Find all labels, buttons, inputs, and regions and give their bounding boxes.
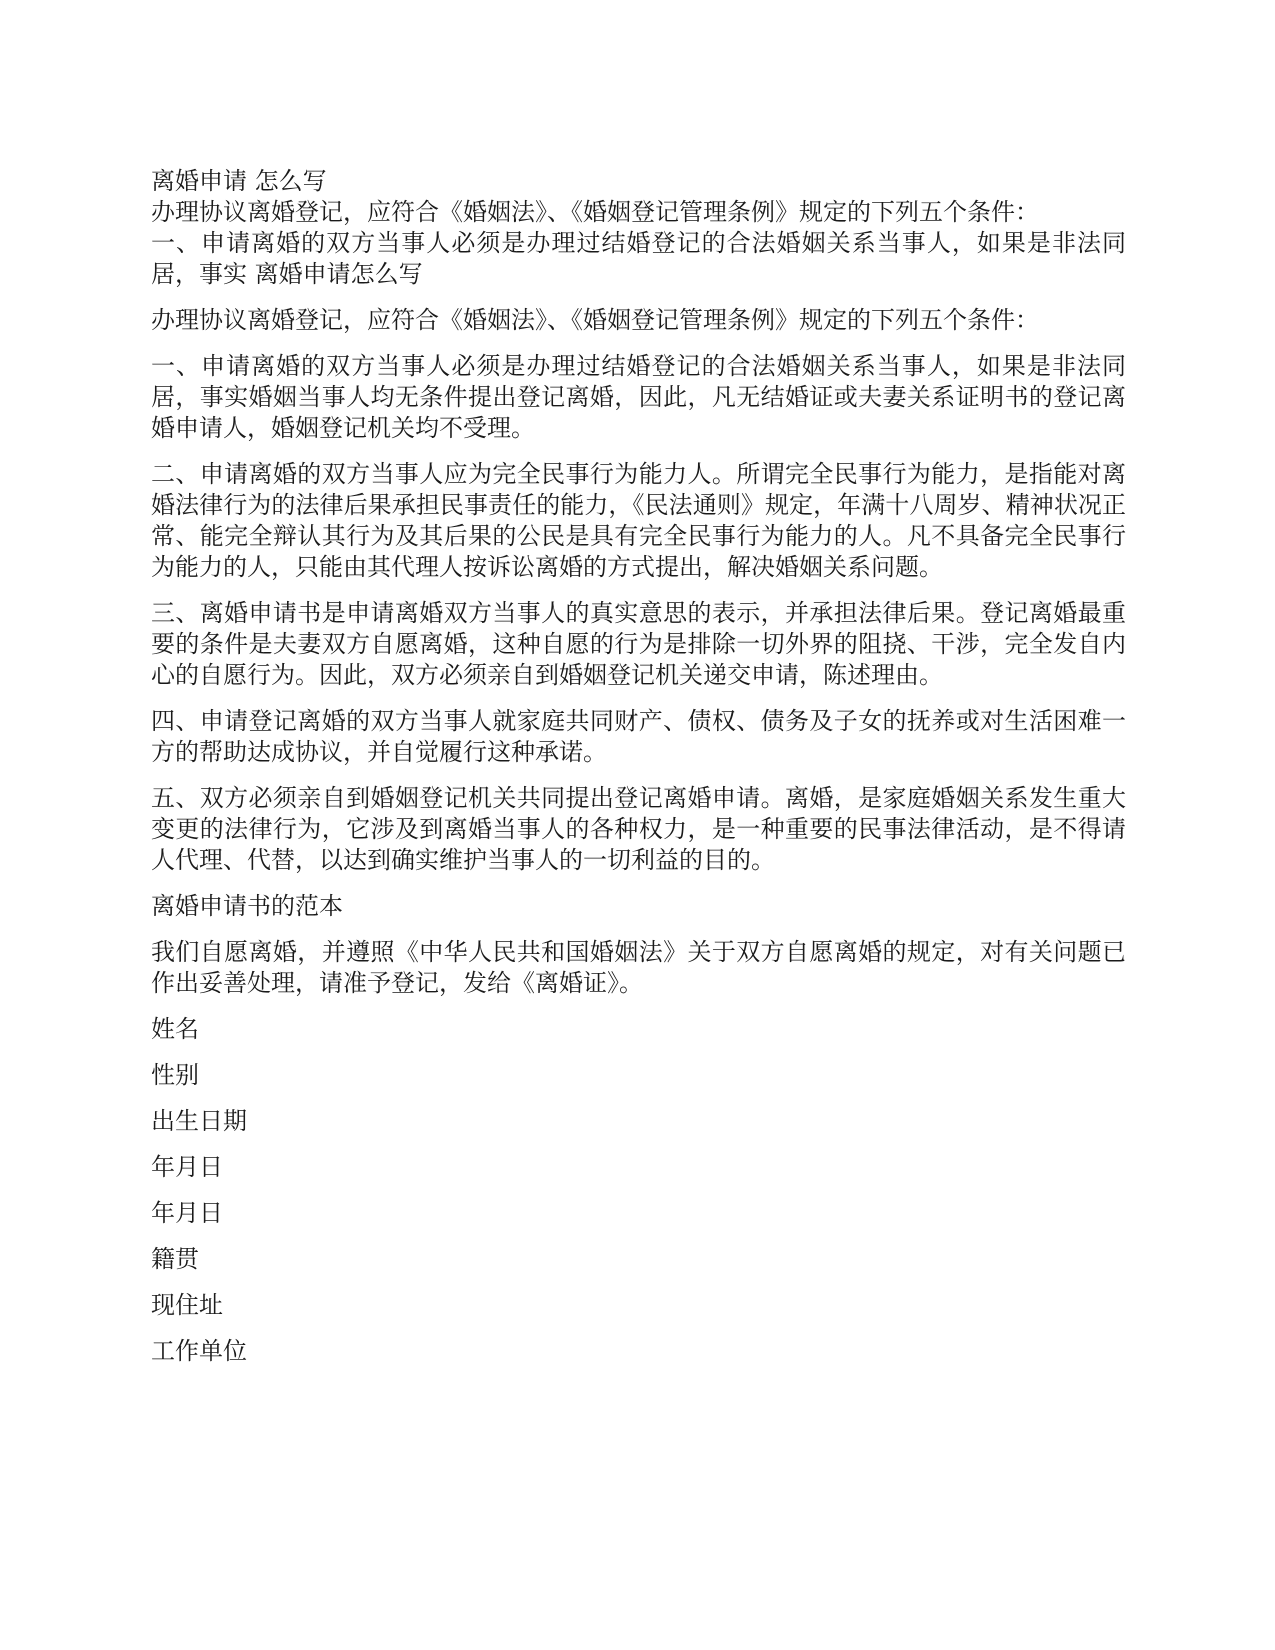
document-page [151,166,1126,1382]
condition-paragraph: 四、申请登记离婚的双方当事人就家庭共同财产、债权、债务及子女的抚养或对生活困难一方的帮助达成协议，并自觉履行这种承诺。 [151,707,1126,766]
document-body [151,305,1126,1367]
truncated-excerpt: 一、申请离婚的双方当事人必须是办理过结婚登记的合法婚姻关系当事人，如果是非法同居，事实 离婚申请怎么写 [151,229,1126,288]
condition-paragraph: 三、离婚申请书是申请离婚双方当事人的真实意思的表示，并承担法律后果。登记离婚最重要的条件是夫妻双方自愿离婚，这种自愿的行为是排除一切外界的阻挠、干涉，完全发自内心的自愿行为。因此，双方必须亲自到婚姻登记机关递交申请，陈述理由。 [151,599,1126,689]
field-label: 性别 [151,1061,199,1089]
field-label: 年月日 [151,1153,223,1181]
field-label: 工作单位 [151,1337,247,1365]
condition-paragraph: 五、双方必须亲自到婚姻登记机关共同提出登记离婚申请。离婚，是家庭婚姻关系发生重大变更的法律行为，它涉及到离婚当事人的各种权力，是一种重要的民事法律活动，是不得请人代理、代替，以达到确实维护当事人的一切利益的目的。 [151,784,1126,874]
field-label: 籍贯 [151,1245,199,1273]
template-text: 我们自愿离婚，并遵照《中华人民共和国婚姻法》关于双方自愿离婚的规定，对有关问题已作出妥善处理，请准予登记，发给《离婚证》。 [151,938,1126,997]
condition-paragraph: 一、申请离婚的双方当事人必须是办理过结婚登记的合法婚姻关系当事人，如果是非法同居，事实婚姻当事人均无条件提出登记离婚，因此，凡无结婚证或夫妻关系证明书的登记离婚申请人，婚姻登记机关均不受理。 [151,352,1126,442]
document-title: 离婚申请 怎么写 [151,167,327,195]
document-header [151,166,1126,290]
field-label: 年月日 [151,1199,223,1227]
template-heading: 离婚申请书的范本 [151,892,343,920]
field-label: 姓名 [151,1015,199,1043]
intro-paragraph: 办理协议离婚登记，应符合《婚姻法》、《婚姻登记管理条例》规定的下列五个条件： [151,306,1039,334]
field-label: 出生日期 [151,1107,247,1135]
field-label: 现住址 [151,1291,223,1319]
condition-paragraph: 二、申请离婚的双方当事人应为完全民事行为能力人。所谓完全民事行为能力，是指能对离婚法律行为的法律后果承担民事责任的能力，《民法通则》规定，年满十八周岁、精神状况正常、能完全辩认其行为及其后果的公民是具有完全民事行为能力的人。凡不具备完全民事行为能力的人，只能由其代理人按诉讼离婚的方式提出，解决婚姻关系问题。 [151,460,1126,581]
intro-repeat: 办理协议离婚登记，应符合《婚姻法》、《婚姻登记管理条例》规定的下列五个条件： [151,198,1039,226]
